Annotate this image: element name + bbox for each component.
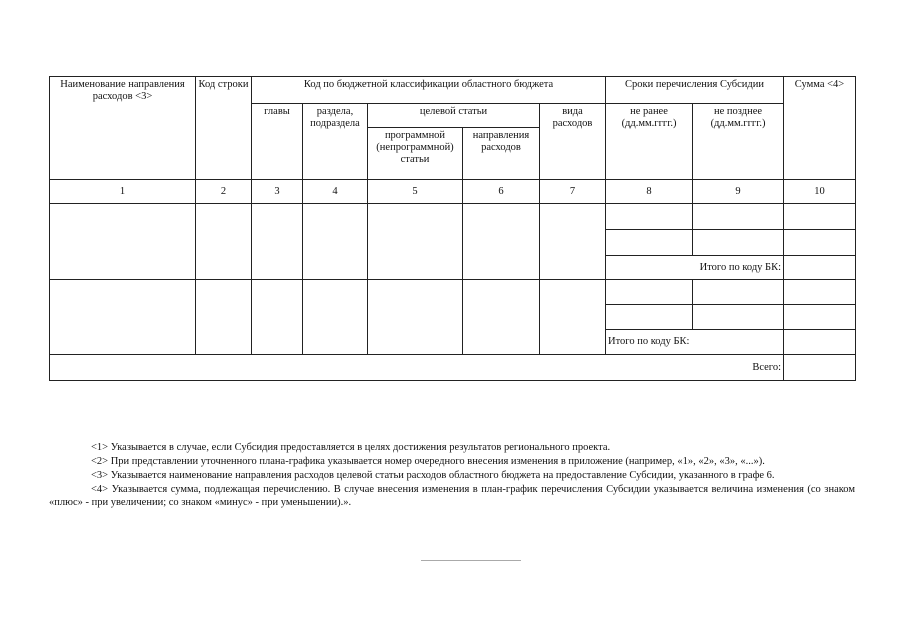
subtotal-label: Итого по коду БК: bbox=[606, 330, 784, 355]
header-not-before: не ранее (дд.мм.гггг.) bbox=[606, 104, 693, 180]
header-sum: Сумма <4> bbox=[784, 77, 856, 180]
col-number: 4 bbox=[303, 180, 368, 204]
empty-cell bbox=[50, 280, 196, 355]
col-number: 3 bbox=[252, 180, 303, 204]
header-program: программной (непрограммной) статьи bbox=[368, 128, 463, 180]
empty-cell bbox=[540, 204, 606, 280]
footnotes bbox=[49, 441, 855, 510]
col-number: 10 bbox=[784, 180, 856, 204]
footnote-2: <2> При представлении уточненного плана-графика указывается номер очередного внесения изменения в приложение (например, «1», «2», «3», «...»). bbox=[91, 456, 765, 467]
header-chief: главы bbox=[252, 104, 303, 180]
header-direction: направления расходов bbox=[463, 128, 540, 180]
footnote-3: <3> Указывается наименование направления расходов целевой статьи расходов областного бюджета на предоставление Субсидии, указанного в графе 6. bbox=[91, 470, 775, 481]
empty-cell bbox=[784, 256, 856, 280]
empty-cell bbox=[784, 230, 856, 256]
empty-cell bbox=[303, 280, 368, 355]
empty-cell bbox=[784, 330, 856, 355]
header-target: целевой статьи bbox=[368, 104, 540, 128]
col-number: 1 bbox=[50, 180, 196, 204]
empty-cell bbox=[606, 280, 693, 305]
header-row-code: Код строки bbox=[196, 77, 252, 180]
header-name: Наименование направления расходов <3> bbox=[50, 77, 196, 180]
empty-cell bbox=[50, 204, 196, 280]
col-number: 2 bbox=[196, 180, 252, 204]
separator-line bbox=[421, 560, 521, 561]
header-not-after: не позднее (дд.мм.гггг.) bbox=[693, 104, 784, 180]
header-terms: Сроки перечисления Субсидии bbox=[606, 77, 784, 104]
empty-cell bbox=[693, 305, 784, 330]
empty-cell bbox=[606, 204, 693, 230]
col-number: 7 bbox=[540, 180, 606, 204]
footnote-4: <4> Указывается сумма, подлежащая перечислению. В случае внесения изменения в план-график перечисления Субсидии указывается величина изменения (со знаком «плюс» - при увеличении; со знаком «минус» - при уменьшении).». bbox=[49, 484, 855, 508]
col-number: 6 bbox=[463, 180, 540, 204]
header-bk-code: Код по бюджетной классификации областного бюджета bbox=[252, 77, 606, 104]
col-number: 5 bbox=[368, 180, 463, 204]
empty-cell bbox=[540, 280, 606, 355]
empty-cell bbox=[693, 204, 784, 230]
empty-cell bbox=[693, 230, 784, 256]
empty-cell bbox=[368, 280, 463, 355]
empty-cell bbox=[463, 280, 540, 355]
empty-cell bbox=[606, 305, 693, 330]
empty-cell bbox=[368, 204, 463, 280]
subsidy-schedule-table bbox=[49, 76, 856, 381]
empty-cell bbox=[606, 230, 693, 256]
subtotal-label: Итого по коду БК: bbox=[606, 256, 784, 280]
footnote-1: <1> Указывается в случае, если Субсидия предоставляется в целях достижения результатов регионального проекта. bbox=[91, 442, 611, 453]
empty-cell bbox=[252, 204, 303, 280]
empty-cell bbox=[693, 280, 784, 305]
header-section: раздела, подраздела bbox=[303, 104, 368, 180]
empty-cell bbox=[252, 280, 303, 355]
col-number: 9 bbox=[693, 180, 784, 204]
total-label: Всего: bbox=[50, 355, 784, 381]
empty-cell bbox=[196, 204, 252, 280]
empty-cell bbox=[784, 355, 856, 381]
empty-cell bbox=[196, 280, 252, 355]
empty-cell bbox=[784, 280, 856, 305]
empty-cell bbox=[784, 305, 856, 330]
empty-cell bbox=[303, 204, 368, 280]
header-type: вида расходов bbox=[540, 104, 606, 180]
empty-cell bbox=[784, 204, 856, 230]
col-number: 8 bbox=[606, 180, 693, 204]
empty-cell bbox=[463, 204, 540, 280]
